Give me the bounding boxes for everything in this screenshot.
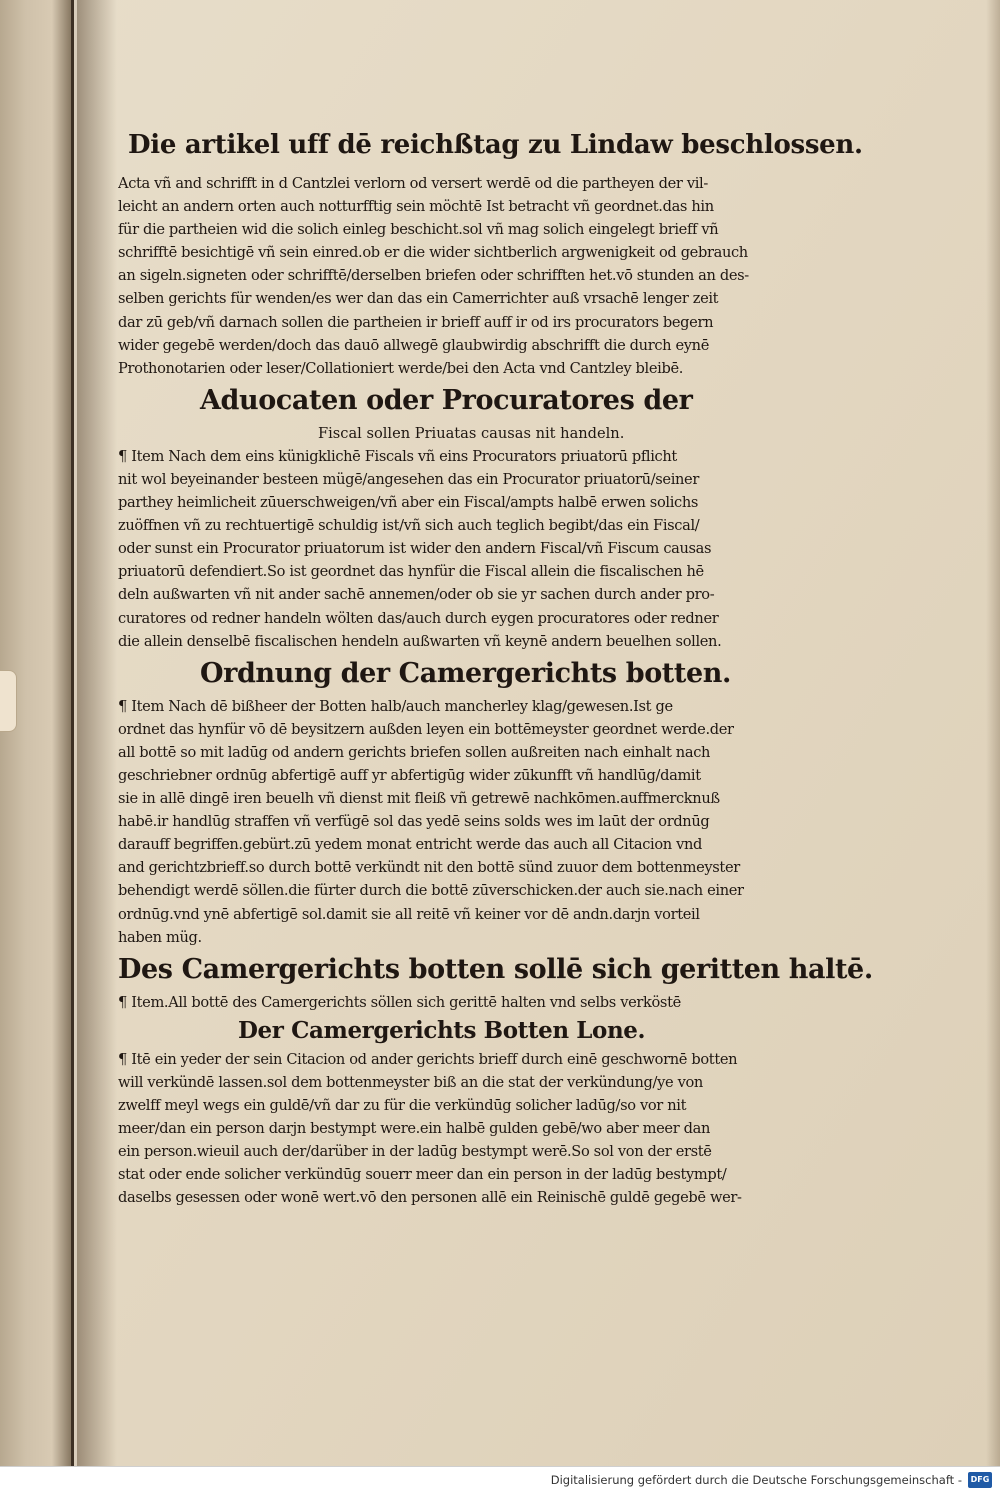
page-right-edge	[986, 0, 1000, 1466]
text-line: all bottē so mit ladūg od andern gerichts briefen sollen außreiten nach einhalt nach	[118, 743, 711, 761]
section-ordnung-botten	[118, 695, 873, 949]
text-line: die allein denselbē fiscalischen hendeln außwarten vñ keynē andern beuelhen sollen.	[118, 632, 722, 650]
text-line: haben müg.	[118, 928, 202, 946]
text-line: will verkündē lassen.sol dem bottenmeyster biß an die stat der verkündung/ye von	[118, 1073, 703, 1091]
text-line: darauff begriffen.gebürt.zū yedem monat entricht werde das auch all Citacion vnd	[118, 836, 703, 854]
heading-botten-geritten: Des Camergerichts botten sollē sich geritten haltē.	[118, 953, 873, 985]
text-line: ¶ Item Nach dē bißheer der Botten halb/auch mancherley klag/gewesen.Ist ge	[118, 697, 673, 715]
section-botten-lone	[118, 1048, 873, 1210]
text-line: an sigeln.signeten oder schrifftē/derselben briefen oder schrifften het.vō stunden an des-	[118, 267, 749, 285]
text-line: ¶ Itē ein yeder der sein Citacion od ander gerichts brieff durch einē geschwornē botten	[118, 1050, 738, 1068]
text-line: stat oder ende solicher verkündūg souerr meer dan ein person in der ladūg bestympt/	[118, 1166, 727, 1184]
page-tab-marker	[0, 670, 17, 732]
text-line: oder sunst ein Procurator priuatorum ist wider den andern Fiscal/vñ Fiscum causas	[118, 540, 712, 558]
text-line: habē.ir handlūg straffen vñ verfügē sol das yedē seins solds wes im laūt der ordnūg	[118, 813, 710, 831]
text-line: Acta vñ and schrifft in d Cantzlei verlorn od versert werdē od die partheyen der vil-	[118, 175, 708, 192]
text-line: parthey heimlicheit zūuerschweigen/vñ aber ein Fiscal/ampts halbē erwen solichs	[118, 494, 699, 512]
heading-ordnung-botten: Ordnung der Camergerichts botten.	[200, 657, 731, 689]
text-line: ein person.wieuil auch der/darüber in der ladūg bestympt werē.So sol von der erstē	[118, 1143, 712, 1161]
text-line: ordnet das hynfür vō dē beysitzern außden leyen ein bottēmeyster geordnet werde.der	[118, 720, 734, 738]
text-line: geschriebner ordnūg abfertigē auff yr abfertigūg wider zūkunfft vñ handlūg/damit	[118, 766, 701, 784]
text-line: nit wol beyeinander besteen mügē/angesehen das ein Procurator priuatorū/seiner	[118, 470, 699, 488]
text-line: zwelff meyl wegs ein guldē/vñ dar zu für die verkündūg solicher ladūg/so vor nit	[118, 1097, 687, 1114]
text-line: Prothonotarien oder leser/Collationiert werde/bei den Acta vnd Cantzley bleibē.	[118, 359, 684, 377]
funding-credit: Digitalisierung gefördert durch die Deutsche Forschungsgemeinschaft -	[550, 1473, 962, 1487]
dfg-logo-icon: DFG	[968, 1472, 992, 1488]
text-line: selben gerichts für wenden/es wer dan das ein Camerrichter auß vrsachē lenger zeit	[118, 290, 719, 308]
text-line: ¶ Item.All bottē des Camergerichts söllen sich gerittē halten vnd selbs verköstē	[118, 993, 681, 1011]
gutter-shadow	[77, 0, 117, 1466]
text-line: leicht an andern orten auch notturfftig sein möchtē Ist betracht vñ geordnet.das hin	[118, 198, 714, 216]
heading-aduocaten: Aduocaten oder Procuratores der	[200, 384, 693, 416]
section-botten-geritten	[118, 991, 873, 1014]
text-line: wider gegebē werden/doch das dauō allwegē glaubwirdig abschrifft die durch eynē	[118, 336, 709, 354]
text-line: ordnūg.vnd ynē abfertigē sol.damit sie all reitē vñ keiner vor dē andn.darjn vorteil	[118, 905, 700, 923]
text-line: dar zū geb/vñ darnach sollen die partheien ir brieff auff ir od irs procurators begern	[118, 313, 714, 331]
text-line: curatores od redner handeln wölten das/auch durch eygen procuratores oder redner	[118, 609, 719, 627]
text-line: für die partheien wid die solich einleg beschicht.sol vñ mag solich eingelegt brieff vñ	[118, 221, 719, 239]
text-line: daselbs gesessen oder wonē wert.vō den personen allē ein Reinischē guldē gegebē wer-	[118, 1189, 742, 1207]
section-acta	[118, 172, 873, 380]
text-line: priuatorū defendiert.So ist geordnet das hynfür die Fiscal allein die fiscalischen hē	[118, 563, 704, 581]
adjacent-page-edge	[0, 0, 74, 1466]
text-line: deln außwarten vñ nit ander sachē annemen/oder ob sie yr sachen durch ander pro-	[118, 586, 715, 604]
text-line: sie in allē dingē iren beuelh vñ dienst mit fleiß vñ getrewē nachkōmen.auffmercknuß	[118, 790, 720, 808]
text-line: meer/dan ein person darjn bestympt were.ein halbē gulden gebē/wo aber meer dan	[118, 1120, 711, 1138]
text-line: zuöffnen vñ zu rechtuertigē schuldig ist/vñ sich auch teglich begibt/das ein Fiscal/	[118, 517, 700, 535]
text-line: schrifftē besichtigē vñ sein einred.ob er die wider sichtberlich argwenigkeit od gebrauch	[118, 244, 748, 262]
text-line: and gerichtzbrieff.so durch bottē verkündt nit den bottē sünd zuuor dem bottenmeyster	[118, 859, 740, 877]
running-title: Die artikel uff dē reichßtag zu Lindaw beschlossen.	[128, 130, 863, 160]
section-aduocaten	[118, 445, 873, 653]
page-text	[118, 118, 873, 1209]
text-line: behendigt werdē söllen.die fürter durch die bottē zūverschicken.der auch sie.nach einer	[118, 882, 744, 900]
heading-botten-lone: Der Camergerichts Botten Lone.	[238, 1016, 646, 1044]
footer-bar	[0, 1466, 1000, 1494]
text-line: ¶ Item Nach dem eins künigklichē Fiscals vñ eins Procurators priuatorū pflicht	[118, 447, 677, 465]
heading-aduocaten-sub: Fiscal sollen Priuatas causas nit handeln.	[318, 424, 625, 442]
